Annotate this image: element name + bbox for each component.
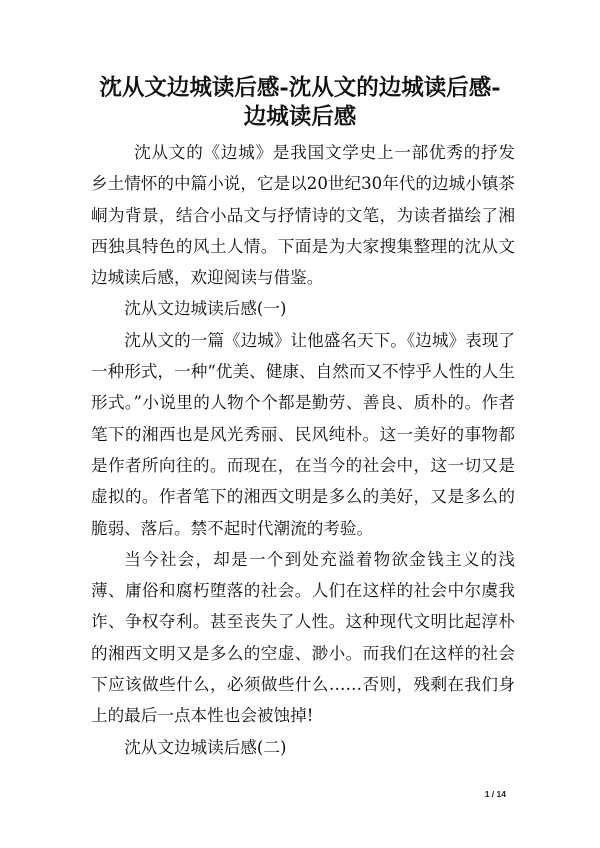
body-paragraph: 当今社会，却是一个到处充溢着物欲金钱主义的浅薄、庸俗和腐朽堕落的社会。人们在这样的社会中尔虞我诈、争权夺利。甚至丧失了人性。这种现代文明比起淳朴的湘西文明又是多么的空虚、渺小。而我们在这样的社会下应该做些什么，必须做些什么……否则，残剩在我们身上的最后一点本性也会被蚀掉!	[91, 549, 515, 726]
page-number: 1 / 14	[484, 789, 506, 799]
section-heading-1: 沈从文边城读后感(一)	[124, 299, 287, 319]
body-paragraph: 沈从文的一篇《边城》让他盛名天下。《边城》表现了一种形式，一种“优美、健康、自然而又不悖乎人性的人生形式。”小说里的人物个个都是勤劳、善良、质朴的。作者笔下的湘西也是风光秀丽、民风纯朴。这一美好的事物都是作者所向往的。而现在，在当今的社会中，这一切又是虚拟的。作者笔下的湘西文明是多么的美好，又是多么的脆弱、落后。禁不起时代潮流的考验。	[91, 330, 515, 538]
section-heading-2: 沈从文边城读后感(二)	[124, 737, 287, 757]
intro-paragraph: 沈从文的《边城》是我国文学史上一部优秀的抒发乡土情怀的中篇小说，它是以20世纪30年代的边城小镇茶峒为背景，结合小品文与抒情诗的文笔，为读者描绘了湘西独具特色的风土人情。下面是为大家搜集整理的沈从文边城读后感，欢迎阅读与借鉴。	[91, 143, 515, 288]
document-title: 沈从文边城读后感-沈从文的边城读后感-边城读后感	[99, 75, 501, 130]
document-body	[91, 137, 515, 763]
